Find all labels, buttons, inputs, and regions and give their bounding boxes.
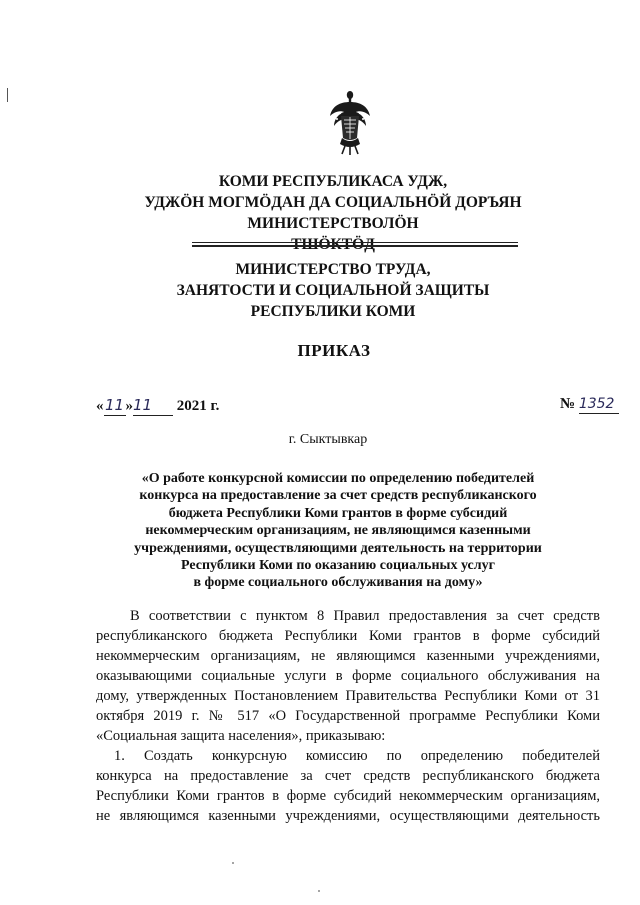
scan-speck — [232, 862, 234, 864]
subject-line: конкурса на предоставление за счет средств республиканского — [139, 488, 537, 504]
document-title-text: ПРИКАЗ — [297, 341, 371, 360]
header-divider-thick — [192, 245, 518, 247]
date-month-handwritten: 11 — [133, 396, 153, 414]
subject-line: некоммерческим организациям, не являющимся казенными — [145, 523, 531, 539]
subject-line: Республики Коми по оказанию социальных услуг — [181, 558, 495, 574]
header-ru-line: РЕСПУБЛИКИ КОМИ — [250, 303, 416, 320]
header-komi-line: КОМИ РЕСПУБЛИКАСА УДЖ, — [218, 173, 448, 190]
header-ru-line: МИНИСТЕРСТВО ТРУДА, — [235, 261, 431, 278]
city-text: г. Сыктывкар — [288, 432, 368, 447]
header-divider-thin — [192, 242, 518, 243]
scan-edge-mark — [7, 88, 8, 102]
header-komi-line: ТШÖКТÖД — [291, 236, 375, 253]
city — [0, 432, 640, 448]
number-prefix: № — [560, 396, 576, 412]
header-komi-line: МИНИСТЕРСТВОЛÖН — [247, 215, 419, 232]
header-ru-line: ЗАНЯТОСТИ И СОЦИАЛЬНОЙ ЗАЩИТЫ — [176, 282, 490, 299]
order-subject — [120, 470, 556, 592]
order-body — [96, 606, 600, 826]
date-year: 2021 г. — [176, 398, 220, 414]
order-date — [96, 396, 219, 416]
paragraph-line: оказывающими социальные услуги в форме социального обслуживания на — [96, 668, 600, 684]
paragraph-line: октября 2019 г. № 517 «О Государственной программе Республики Коми — [96, 708, 600, 724]
paragraph-line: некоммерческим организациям, не являющимся казенными учреждениями, — [96, 648, 600, 664]
paragraph-line: В соответствии с пунктом 8 Правил предоставления за счет средств — [130, 608, 600, 624]
document-title — [0, 341, 640, 361]
paragraph-line: «Социальная защита населения», приказываю: — [96, 728, 386, 744]
date-open-quote: « — [96, 398, 104, 414]
order-number — [560, 396, 619, 414]
item-line: конкурса на предоставление за счет средств республиканского бюджета — [96, 768, 600, 784]
paragraph-line: республиканского бюджета Республики Коми грантов в форме субсидий — [96, 628, 600, 644]
date-day-handwritten: 11 — [104, 396, 125, 414]
item-line: 1. Создать конкурсную комиссию по определению победителей — [114, 748, 600, 764]
number-value-handwritten: 1352 — [578, 396, 615, 412]
subject-line: учреждениями, осуществляющими деятельность на территории — [134, 540, 542, 556]
item-line: Республики Коми грантов в форме субсидий некоммерческим организациям, — [96, 788, 600, 804]
subject-line: «О работе конкурсной комиссии по определению победителей — [141, 471, 535, 486]
komi-emblem-icon — [328, 86, 372, 156]
subject-line: в форме социального обслуживания на дому» — [193, 575, 483, 591]
subject-line: бюджета Республики Коми грантов в форме субсидий — [168, 505, 508, 521]
scan-speck — [318, 890, 320, 892]
paragraph-line: дому, утвержденных Постановлением Правительства Республики Коми от 31 — [96, 688, 600, 704]
header-komi-line: УДЖÖН МОГМÖДАН ДА СОЦИАЛЬНÖЙ ДОРЪЯН — [144, 194, 522, 211]
item-line: не являющимся казенными учреждениями, осуществляющими деятельность — [96, 808, 600, 824]
date-close-quote: » — [125, 398, 133, 414]
header-russian — [0, 259, 640, 322]
